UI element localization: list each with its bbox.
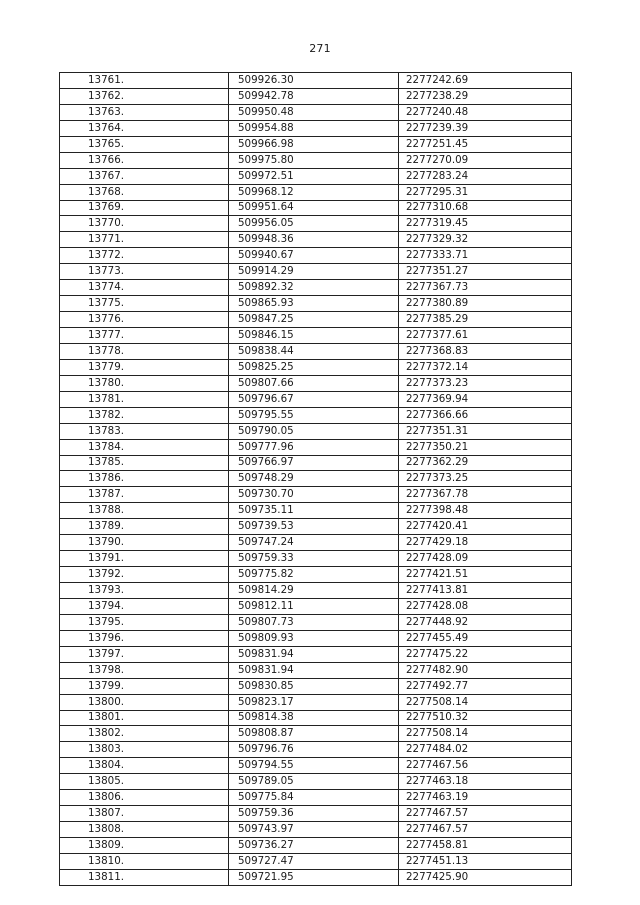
point-number-cell: 13772. <box>60 248 229 264</box>
y-coordinate-cell: 2277467.57 <box>399 822 572 838</box>
x-coordinate-cell: 509831.94 <box>229 646 399 662</box>
table-row <box>60 136 572 152</box>
table-row <box>60 216 572 232</box>
x-coordinate-cell: 509975.80 <box>229 152 399 168</box>
point-number-cell: 13798. <box>60 662 229 678</box>
y-coordinate-cell: 2277270.09 <box>399 152 572 168</box>
point-number-cell: 13800. <box>60 694 229 710</box>
point-number-cell: 13802. <box>60 726 229 742</box>
page-number: 271 <box>309 42 331 55</box>
y-coordinate-cell: 2277429.18 <box>399 535 572 551</box>
table-row <box>60 439 572 455</box>
x-coordinate-cell: 509951.64 <box>229 200 399 216</box>
x-coordinate-cell: 509736.27 <box>229 838 399 854</box>
point-number-cell: 13768. <box>60 184 229 200</box>
x-coordinate-cell: 509795.55 <box>229 407 399 423</box>
y-coordinate-cell: 2277351.27 <box>399 264 572 280</box>
x-coordinate-cell: 509825.25 <box>229 359 399 375</box>
y-coordinate-cell: 2277510.32 <box>399 710 572 726</box>
y-coordinate-cell: 2277428.09 <box>399 551 572 567</box>
point-number-cell: 13795. <box>60 614 229 630</box>
table-row <box>60 774 572 790</box>
table-row <box>60 758 572 774</box>
x-coordinate-cell: 509721.95 <box>229 869 399 885</box>
point-number-cell: 13763. <box>60 104 229 120</box>
y-coordinate-cell: 2277367.73 <box>399 280 572 296</box>
x-coordinate-cell: 509796.67 <box>229 391 399 407</box>
point-number-cell: 13775. <box>60 296 229 312</box>
table-row <box>60 248 572 264</box>
point-number-cell: 13801. <box>60 710 229 726</box>
table-row <box>60 312 572 328</box>
y-coordinate-cell: 2277238.29 <box>399 88 572 104</box>
point-number-cell: 13797. <box>60 646 229 662</box>
y-coordinate-cell: 2277319.45 <box>399 216 572 232</box>
table-row <box>60 88 572 104</box>
point-number-cell: 13781. <box>60 391 229 407</box>
table-row <box>60 104 572 120</box>
table-row <box>60 694 572 710</box>
coordinates-table-body <box>60 73 572 886</box>
y-coordinate-cell: 2277333.71 <box>399 248 572 264</box>
y-coordinate-cell: 2277350.21 <box>399 439 572 455</box>
table-row <box>60 535 572 551</box>
x-coordinate-cell: 509950.48 <box>229 104 399 120</box>
table-row <box>60 614 572 630</box>
x-coordinate-cell: 509727.47 <box>229 853 399 869</box>
x-coordinate-cell: 509831.94 <box>229 662 399 678</box>
y-coordinate-cell: 2277368.83 <box>399 343 572 359</box>
point-number-cell: 13808. <box>60 822 229 838</box>
y-coordinate-cell: 2277458.81 <box>399 838 572 854</box>
y-coordinate-cell: 2277484.02 <box>399 742 572 758</box>
point-number-cell: 13780. <box>60 375 229 391</box>
x-coordinate-cell: 509914.29 <box>229 264 399 280</box>
table-row <box>60 296 572 312</box>
table-row <box>60 328 572 344</box>
y-coordinate-cell: 2277362.29 <box>399 455 572 471</box>
point-number-cell: 13806. <box>60 790 229 806</box>
point-number-cell: 13771. <box>60 232 229 248</box>
x-coordinate-cell: 509796.76 <box>229 742 399 758</box>
point-number-cell: 13796. <box>60 630 229 646</box>
x-coordinate-cell: 509892.32 <box>229 280 399 296</box>
x-coordinate-cell: 509966.98 <box>229 136 399 152</box>
y-coordinate-cell: 2277448.92 <box>399 614 572 630</box>
table-row <box>60 551 572 567</box>
x-coordinate-cell: 509847.25 <box>229 312 399 328</box>
table-row <box>60 503 572 519</box>
x-coordinate-cell: 509759.36 <box>229 806 399 822</box>
y-coordinate-cell: 2277425.90 <box>399 869 572 885</box>
point-number-cell: 13786. <box>60 471 229 487</box>
y-coordinate-cell: 2277508.14 <box>399 726 572 742</box>
point-number-cell: 13805. <box>60 774 229 790</box>
y-coordinate-cell: 2277369.94 <box>399 391 572 407</box>
y-coordinate-cell: 2277239.39 <box>399 120 572 136</box>
point-number-cell: 13769. <box>60 200 229 216</box>
table-row <box>60 678 572 694</box>
table-row <box>60 359 572 375</box>
x-coordinate-cell: 509823.17 <box>229 694 399 710</box>
table-row <box>60 73 572 89</box>
point-number-cell: 13794. <box>60 598 229 614</box>
y-coordinate-cell: 2277451.13 <box>399 853 572 869</box>
x-coordinate-cell: 509790.05 <box>229 423 399 439</box>
table-row <box>60 742 572 758</box>
y-coordinate-cell: 2277283.24 <box>399 168 572 184</box>
table-row <box>60 790 572 806</box>
x-coordinate-cell: 509739.53 <box>229 519 399 535</box>
y-coordinate-cell: 2277295.31 <box>399 184 572 200</box>
point-number-cell: 13762. <box>60 88 229 104</box>
point-number-cell: 13761. <box>60 73 229 89</box>
x-coordinate-cell: 509748.29 <box>229 471 399 487</box>
x-coordinate-cell: 509766.97 <box>229 455 399 471</box>
table-row <box>60 519 572 535</box>
table-row <box>60 806 572 822</box>
point-number-cell: 13793. <box>60 583 229 599</box>
table-row <box>60 662 572 678</box>
point-number-cell: 13764. <box>60 120 229 136</box>
point-number-cell: 13809. <box>60 838 229 854</box>
point-number-cell: 13776. <box>60 312 229 328</box>
point-number-cell: 13779. <box>60 359 229 375</box>
point-number-cell: 13791. <box>60 551 229 567</box>
y-coordinate-cell: 2277329.32 <box>399 232 572 248</box>
x-coordinate-cell: 509809.93 <box>229 630 399 646</box>
point-number-cell: 13804. <box>60 758 229 774</box>
y-coordinate-cell: 2277398.48 <box>399 503 572 519</box>
x-coordinate-cell: 509942.78 <box>229 88 399 104</box>
point-number-cell: 13792. <box>60 567 229 583</box>
point-number-cell: 13774. <box>60 280 229 296</box>
point-number-cell: 13807. <box>60 806 229 822</box>
y-coordinate-cell: 2277380.89 <box>399 296 572 312</box>
table-row <box>60 487 572 503</box>
point-number-cell: 13770. <box>60 216 229 232</box>
table-row <box>60 455 572 471</box>
y-coordinate-cell: 2277366.66 <box>399 407 572 423</box>
x-coordinate-cell: 509775.82 <box>229 567 399 583</box>
table-row <box>60 391 572 407</box>
point-number-cell: 13811. <box>60 869 229 885</box>
x-coordinate-cell: 509846.15 <box>229 328 399 344</box>
x-coordinate-cell: 509948.36 <box>229 232 399 248</box>
table-row <box>60 710 572 726</box>
x-coordinate-cell: 509759.33 <box>229 551 399 567</box>
table-row <box>60 168 572 184</box>
x-coordinate-cell: 509789.05 <box>229 774 399 790</box>
point-number-cell: 13785. <box>60 455 229 471</box>
y-coordinate-cell: 2277385.29 <box>399 312 572 328</box>
table-row <box>60 726 572 742</box>
x-coordinate-cell: 509775.84 <box>229 790 399 806</box>
x-coordinate-cell: 509940.67 <box>229 248 399 264</box>
table-row <box>60 869 572 885</box>
y-coordinate-cell: 2277240.48 <box>399 104 572 120</box>
table-row <box>60 423 572 439</box>
table-row <box>60 264 572 280</box>
table-row <box>60 152 572 168</box>
x-coordinate-cell: 509735.11 <box>229 503 399 519</box>
point-number-cell: 13773. <box>60 264 229 280</box>
point-number-cell: 13765. <box>60 136 229 152</box>
x-coordinate-cell: 509747.24 <box>229 535 399 551</box>
y-coordinate-cell: 2277455.49 <box>399 630 572 646</box>
x-coordinate-cell: 509794.55 <box>229 758 399 774</box>
x-coordinate-cell: 509830.85 <box>229 678 399 694</box>
x-coordinate-cell: 509807.66 <box>229 375 399 391</box>
point-number-cell: 13767. <box>60 168 229 184</box>
y-coordinate-cell: 2277482.90 <box>399 662 572 678</box>
y-coordinate-cell: 2277467.56 <box>399 758 572 774</box>
x-coordinate-cell: 509812.11 <box>229 598 399 614</box>
y-coordinate-cell: 2277251.45 <box>399 136 572 152</box>
table-row <box>60 184 572 200</box>
y-coordinate-cell: 2277351.31 <box>399 423 572 439</box>
y-coordinate-cell: 2277377.61 <box>399 328 572 344</box>
y-coordinate-cell: 2277508.14 <box>399 694 572 710</box>
x-coordinate-cell: 509956.05 <box>229 216 399 232</box>
y-coordinate-cell: 2277242.69 <box>399 73 572 89</box>
y-coordinate-cell: 2277467.57 <box>399 806 572 822</box>
table-row <box>60 853 572 869</box>
x-coordinate-cell: 509777.96 <box>229 439 399 455</box>
table-row <box>60 200 572 216</box>
x-coordinate-cell: 509865.93 <box>229 296 399 312</box>
x-coordinate-cell: 509730.70 <box>229 487 399 503</box>
point-number-cell: 13784. <box>60 439 229 455</box>
x-coordinate-cell: 509743.97 <box>229 822 399 838</box>
point-number-cell: 13778. <box>60 343 229 359</box>
y-coordinate-cell: 2277421.51 <box>399 567 572 583</box>
y-coordinate-cell: 2277310.68 <box>399 200 572 216</box>
x-coordinate-cell: 509807.73 <box>229 614 399 630</box>
table-row <box>60 567 572 583</box>
table-row <box>60 343 572 359</box>
y-coordinate-cell: 2277492.77 <box>399 678 572 694</box>
y-coordinate-cell: 2277367.78 <box>399 487 572 503</box>
y-coordinate-cell: 2277463.18 <box>399 774 572 790</box>
point-number-cell: 13810. <box>60 853 229 869</box>
point-number-cell: 13782. <box>60 407 229 423</box>
x-coordinate-cell: 509954.88 <box>229 120 399 136</box>
table-row <box>60 280 572 296</box>
table-row <box>60 375 572 391</box>
y-coordinate-cell: 2277428.08 <box>399 598 572 614</box>
point-number-cell: 13788. <box>60 503 229 519</box>
x-coordinate-cell: 509838.44 <box>229 343 399 359</box>
point-number-cell: 13777. <box>60 328 229 344</box>
table-row <box>60 838 572 854</box>
table-row <box>60 630 572 646</box>
point-number-cell: 13790. <box>60 535 229 551</box>
table-row <box>60 232 572 248</box>
y-coordinate-cell: 2277373.23 <box>399 375 572 391</box>
y-coordinate-cell: 2277463.19 <box>399 790 572 806</box>
table-row <box>60 407 572 423</box>
x-coordinate-cell: 509814.38 <box>229 710 399 726</box>
table-row <box>60 583 572 599</box>
x-coordinate-cell: 509808.87 <box>229 726 399 742</box>
point-number-cell: 13789. <box>60 519 229 535</box>
point-number-cell: 13803. <box>60 742 229 758</box>
y-coordinate-cell: 2277420.41 <box>399 519 572 535</box>
y-coordinate-cell: 2277372.14 <box>399 359 572 375</box>
x-coordinate-cell: 509814.29 <box>229 583 399 599</box>
x-coordinate-cell: 509968.12 <box>229 184 399 200</box>
y-coordinate-cell: 2277475.22 <box>399 646 572 662</box>
point-number-cell: 13787. <box>60 487 229 503</box>
y-coordinate-cell: 2277413.81 <box>399 583 572 599</box>
point-number-cell: 13799. <box>60 678 229 694</box>
table-row <box>60 646 572 662</box>
table-row <box>60 120 572 136</box>
y-coordinate-cell: 2277373.25 <box>399 471 572 487</box>
table-row <box>60 598 572 614</box>
table-row <box>60 471 572 487</box>
point-number-cell: 13783. <box>60 423 229 439</box>
coordinates-table <box>59 72 572 886</box>
x-coordinate-cell: 509926.30 <box>229 73 399 89</box>
point-number-cell: 13766. <box>60 152 229 168</box>
x-coordinate-cell: 509972.51 <box>229 168 399 184</box>
table-row <box>60 822 572 838</box>
